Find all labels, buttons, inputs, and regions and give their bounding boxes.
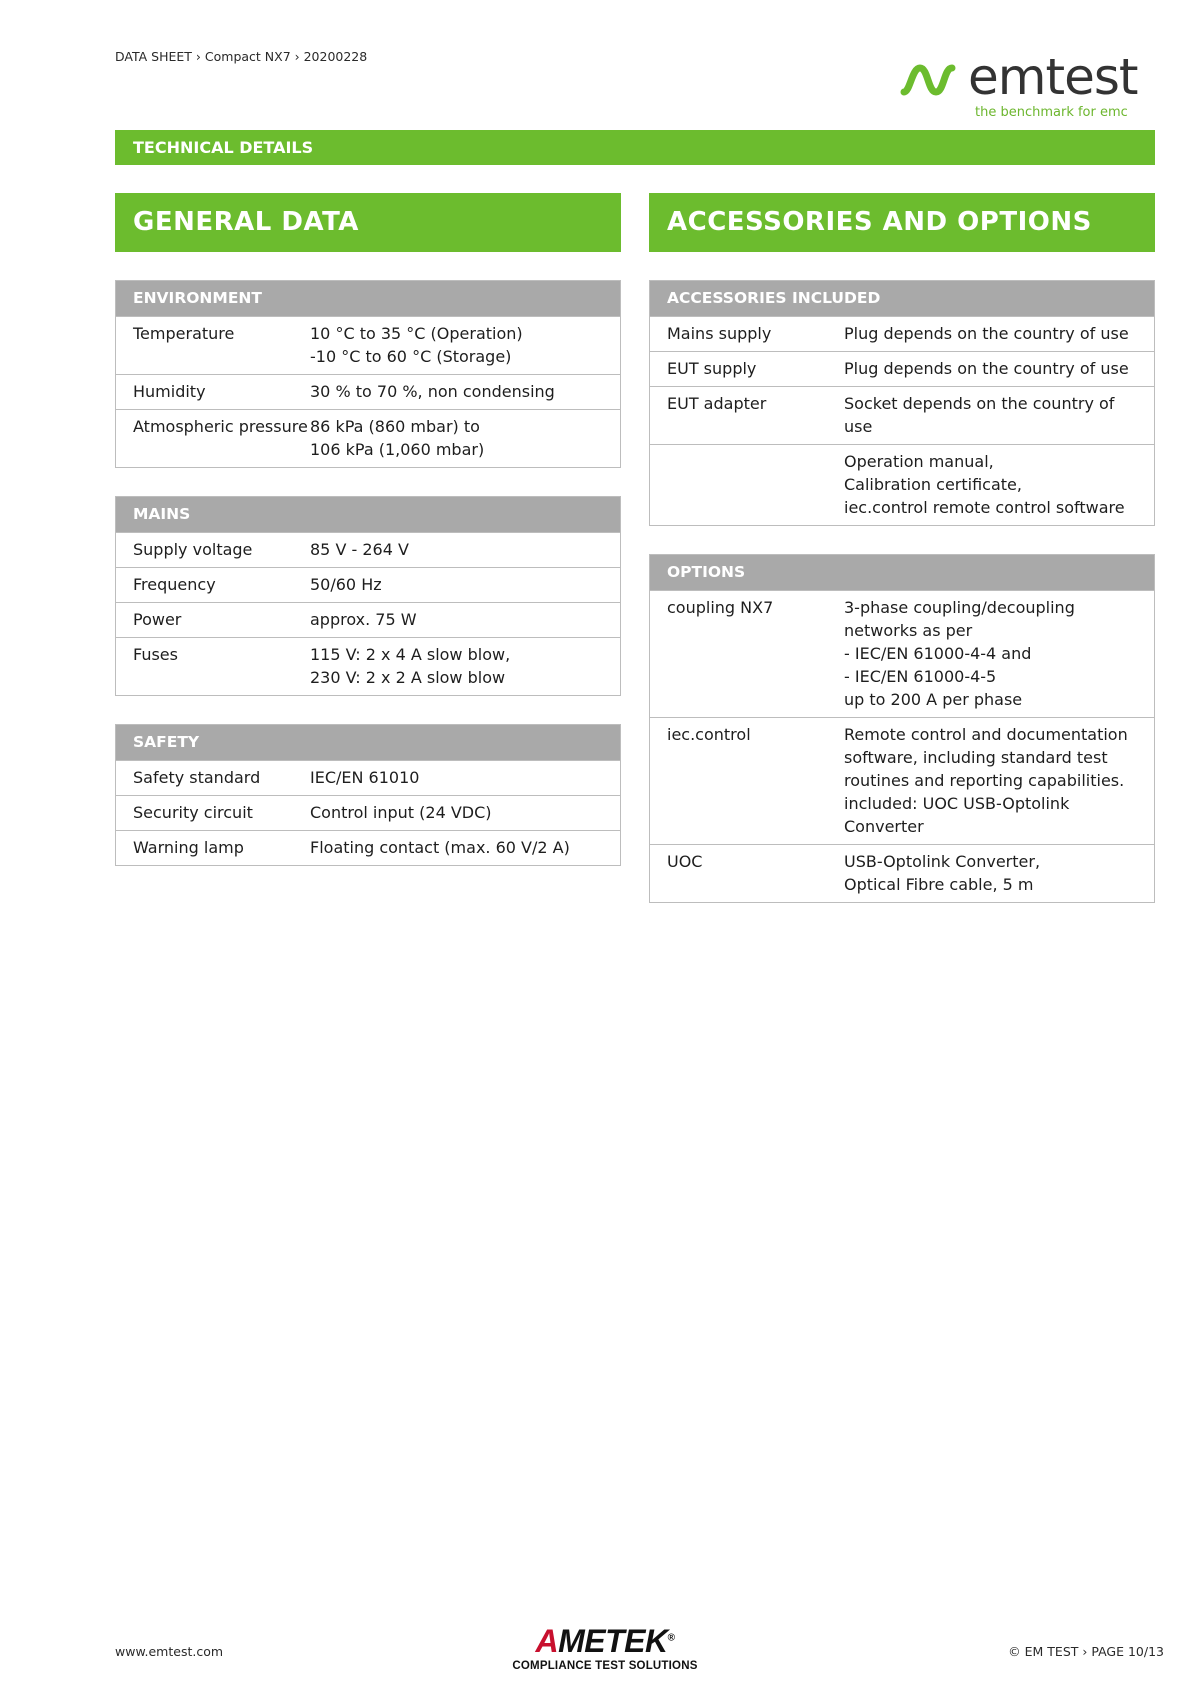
spec-label: Power	[133, 610, 182, 629]
spec-label: Security circuit	[133, 803, 253, 822]
spec-table-heading: OPTIONS	[650, 555, 1154, 590]
spec-value	[310, 415, 620, 461]
spec-value-line: - IEC/EN 61000-4-4 and	[844, 644, 1032, 663]
spec-value-line: included: UOC USB-Optolink	[844, 794, 1070, 813]
spec-label: Humidity	[133, 382, 206, 401]
ametek-brand: AMETEK®	[535, 1623, 675, 1659]
spec-value-line: Plug depends on the country of use	[844, 359, 1129, 378]
spec-label: Fuses	[133, 645, 178, 664]
table-row	[116, 532, 620, 567]
spec-value-line: 30 % to 70 %, non condensing	[310, 382, 555, 401]
footer-page-number: © EM TEST › PAGE 10/13	[1008, 1644, 1164, 1659]
spec-value-line: 86 kPa (860 mbar) to	[310, 417, 480, 436]
accessories-column	[649, 193, 1155, 903]
ametek-logo	[505, 1625, 705, 1672]
spec-value-line: Optical Fibre cable, 5 m	[844, 875, 1034, 894]
spec-value	[844, 723, 1154, 838]
technical-details-banner: TECHNICAL DETAILS	[115, 130, 1155, 165]
table-row	[650, 316, 1154, 351]
table-row	[650, 351, 1154, 386]
footer-website: www.emtest.com	[115, 1644, 224, 1659]
table-row	[116, 409, 620, 467]
spec-value	[844, 596, 1154, 711]
spec-value	[844, 322, 1154, 345]
spec-value	[310, 836, 620, 859]
spec-value-line: networks as per	[844, 621, 973, 640]
spec-label: UOC	[667, 852, 703, 871]
spec-value-line: -10 °C to 60 °C (Storage)	[310, 347, 512, 366]
logo-tagline: the benchmark for emc	[975, 105, 1128, 120]
spec-value-line: Control input (24 VDC)	[310, 803, 492, 822]
table-row	[116, 795, 620, 830]
table-row	[650, 844, 1154, 902]
spec-label: EUT adapter	[667, 394, 767, 413]
spec-value-line: USB-Optolink Converter,	[844, 852, 1041, 871]
spec-table	[115, 280, 621, 468]
spec-value-line: 3-phase coupling/decoupling	[844, 598, 1075, 617]
spec-value	[844, 392, 1154, 438]
spec-value-line: use	[844, 417, 873, 436]
spec-value	[310, 801, 620, 824]
spec-value-line: Operation manual,	[844, 452, 994, 471]
general-data-title: GENERAL DATA	[115, 193, 621, 252]
table-row	[650, 386, 1154, 444]
accessories-title: ACCESSORIES AND OPTIONS	[649, 193, 1155, 252]
spec-label: Frequency	[133, 575, 216, 594]
spec-label: Mains supply	[667, 324, 772, 343]
breadcrumb: DATA SHEET › Compact NX7 › 20200228	[115, 49, 368, 64]
spec-value-line: 230 V: 2 x 2 A slow blow	[310, 668, 506, 687]
ametek-brand-text: AMETEK	[535, 1623, 668, 1659]
spec-value-line: 50/60 Hz	[310, 575, 382, 594]
spec-table	[649, 554, 1155, 903]
spec-value-line: Socket depends on the country of	[844, 394, 1115, 413]
spec-value-line: Floating contact (max. 60 V/2 A)	[310, 838, 570, 857]
spec-value-line: iec.control remote control software	[844, 498, 1125, 517]
spec-value	[844, 850, 1154, 896]
spec-value	[310, 322, 620, 368]
spec-table-heading: ACCESSORIES INCLUDED	[650, 281, 1154, 316]
table-row	[650, 444, 1154, 525]
spec-value	[310, 643, 620, 689]
spec-table	[115, 724, 621, 866]
table-row	[116, 567, 620, 602]
spec-label: Atmospheric pressure	[133, 417, 308, 436]
spec-value-line: Plug depends on the country of use	[844, 324, 1129, 343]
table-row	[116, 830, 620, 865]
spec-label: Safety standard	[133, 768, 261, 787]
spec-label: Warning lamp	[133, 838, 244, 857]
spec-value-line: up to 200 A per phase	[844, 690, 1023, 709]
wave-logo-icon	[900, 62, 962, 98]
spec-table-heading: MAINS	[116, 497, 620, 532]
spec-value-line: Calibration certificate,	[844, 475, 1022, 494]
spec-label: Supply voltage	[133, 540, 253, 559]
spec-value-line: 85 V - 264 V	[310, 540, 409, 559]
spec-value	[844, 357, 1154, 380]
emtest-logo	[900, 48, 1150, 124]
spec-label: EUT supply	[667, 359, 757, 378]
spec-value-line: IEC/EN 61010	[310, 768, 420, 787]
spec-label: iec.control	[667, 725, 751, 744]
spec-value	[310, 608, 620, 631]
spec-table-heading: ENVIRONMENT	[116, 281, 620, 316]
spec-value-line: approx. 75 W	[310, 610, 417, 629]
table-row	[116, 374, 620, 409]
spec-value-line: - IEC/EN 61000-4-5	[844, 667, 997, 686]
table-row	[650, 717, 1154, 844]
spec-table	[649, 280, 1155, 526]
table-row	[650, 590, 1154, 717]
table-row	[116, 602, 620, 637]
spec-label: coupling NX7	[667, 598, 774, 617]
spec-value	[310, 538, 620, 561]
table-row	[116, 316, 620, 374]
spec-value-line: 106 kPa (1,060 mbar)	[310, 440, 485, 459]
spec-value-line: Remote control and documentation	[844, 725, 1128, 744]
spec-label	[650, 450, 844, 519]
table-row	[116, 760, 620, 795]
spec-value-line: 10 °C to 35 °C (Operation)	[310, 324, 523, 343]
spec-value-line: 115 V: 2 x 4 A slow blow,	[310, 645, 511, 664]
spec-label: Temperature	[133, 324, 235, 343]
table-row	[116, 637, 620, 695]
spec-value	[310, 380, 620, 403]
spec-value-line: software, including standard test	[844, 748, 1108, 767]
spec-value-line: routines and reporting capabilities.	[844, 771, 1125, 790]
ametek-subtitle: COMPLIANCE TEST SOLUTIONS	[512, 1660, 698, 1672]
logo-wordmark: emtest	[968, 48, 1138, 106]
spec-table	[115, 496, 621, 696]
spec-value	[310, 766, 620, 789]
spec-value	[844, 450, 1154, 519]
spec-value	[310, 573, 620, 596]
general-data-column	[115, 193, 621, 866]
spec-table-heading: SAFETY	[116, 725, 620, 760]
spec-value-line: Converter	[844, 817, 924, 836]
